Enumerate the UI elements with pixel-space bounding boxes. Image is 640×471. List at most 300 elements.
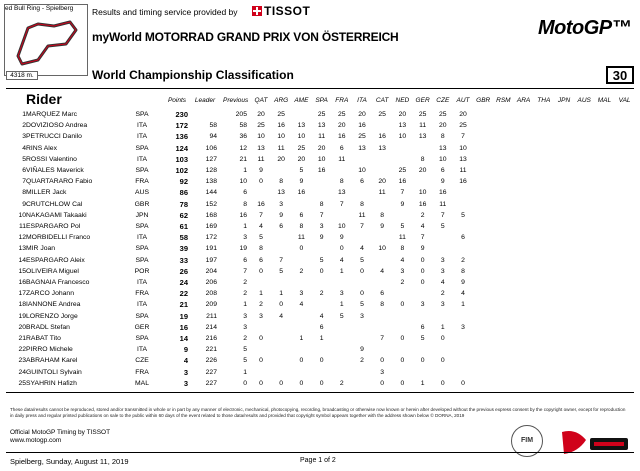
race-header-mal: MAL <box>597 97 612 104</box>
race-points-ita: 5 <box>360 301 364 309</box>
service-text: Results and timing service provided by <box>92 7 238 17</box>
column-header-previous: Previous <box>223 97 249 104</box>
gap-to-previous: 12 <box>239 144 247 152</box>
tissot-wordmark: TISSOT <box>264 4 311 18</box>
race-points-spa: 8 <box>319 200 324 208</box>
race-points-cze: 11 <box>439 200 447 208</box>
gap-to-leader: 169 <box>205 223 217 230</box>
rider-position: 17 <box>18 290 26 298</box>
rider-position: 13 <box>18 245 26 253</box>
race-points-ger: 4 <box>420 223 425 230</box>
race-points-cat: 0 <box>380 379 385 387</box>
table-row <box>0 300 640 310</box>
gap-to-leader: 227 <box>205 379 217 387</box>
race-points-ita: 2 <box>360 357 364 365</box>
race-points-ita: 20 <box>358 111 366 118</box>
rider-points: 14 <box>179 334 188 343</box>
rider-name: BAGNAIA Francesco <box>26 279 90 286</box>
race-points-arg: 20 <box>277 155 285 163</box>
race-points-aut: 0 <box>461 379 465 387</box>
race-points-fra: 2 <box>339 379 344 387</box>
race-points-spa: 1 <box>319 335 324 342</box>
race-points-ger: 11 <box>419 122 427 130</box>
gap-to-previous: 1 <box>243 223 247 230</box>
race-points-ita: 0 <box>360 267 364 275</box>
race-points-ame: 8 <box>299 223 304 230</box>
rider-name: MARQUEZ Marc <box>26 111 77 118</box>
race-points-ned: 0 <box>400 357 405 365</box>
race-points-qat: 2 <box>259 301 263 309</box>
race-points-ita: 11 <box>358 211 366 219</box>
rider-name: MILLER Jack <box>26 189 67 197</box>
gap-to-leader: 168 <box>205 211 217 219</box>
rider-points: 24 <box>179 278 188 287</box>
rider-position: 8 <box>22 189 26 197</box>
race-points-fra: 1 <box>339 301 344 309</box>
race-points-fra: 11 <box>338 155 346 163</box>
race-points-arg: 9 <box>279 211 284 219</box>
gap-to-leader: 144 <box>205 189 217 197</box>
race-points-ger: 6 <box>420 323 425 331</box>
race-points-fra: 1 <box>339 267 344 275</box>
page-title: World Championship Classification <box>92 68 294 82</box>
rider-position: 25 <box>18 379 26 387</box>
race-points-fra: 16 <box>338 133 346 141</box>
race-points-fra: 5 <box>339 312 344 320</box>
gap-to-previous: 10 <box>239 178 247 186</box>
race-points-ger: 0 <box>420 279 425 286</box>
race-points-ame: 13 <box>297 122 306 130</box>
gap-to-previous: 58 <box>239 122 247 130</box>
rider-name: MIR Joan <box>26 245 56 253</box>
race-points-ned: 2 <box>400 279 405 286</box>
race-points-aut: 9 <box>461 279 465 286</box>
rider-nation: SPA <box>135 245 149 253</box>
race-points-ned: 0 <box>400 335 405 342</box>
rider-position: 22 <box>18 346 26 354</box>
race-header-cze: CZE <box>436 97 450 104</box>
race-points-ame: 2 <box>299 267 304 275</box>
race-points-cze: 2 <box>440 290 445 298</box>
page-number: Page 1 of 2 <box>300 457 336 464</box>
rider-name: ESPARGARO Pol <box>26 223 81 230</box>
race-header-val: VAL <box>618 97 631 104</box>
race-points-ned: 13 <box>398 122 407 130</box>
race-points-cze: 1 <box>440 323 445 331</box>
rider-points: 9 <box>183 345 188 355</box>
column-header-points: Points <box>167 97 187 104</box>
gap-to-previous: 6 <box>243 256 247 264</box>
race-points-spa: 0 <box>319 357 324 365</box>
rider-nation: POR <box>134 267 150 275</box>
race-header-fra: FRA <box>335 97 349 104</box>
rider-nation: FRA <box>135 178 149 186</box>
race-points-ned: 9 <box>400 200 405 208</box>
race-points-cat: 9 <box>380 223 385 230</box>
race-points-aut: 16 <box>459 178 467 186</box>
race-points-qat: 0 <box>259 379 263 387</box>
rider-position: 15 <box>18 267 26 275</box>
table-divider <box>6 392 634 393</box>
rider-nation: SPA <box>135 167 149 174</box>
race-points-cat: 25 <box>378 111 386 118</box>
race-points-arg: 0 <box>279 379 284 387</box>
table-row <box>0 233 640 243</box>
rider-position: 16 <box>18 279 26 286</box>
race-points-cze: 4 <box>440 279 445 286</box>
gap-to-previous: 5 <box>243 357 247 365</box>
rider-position: 7 <box>22 178 26 186</box>
race-points-fra: 6 <box>339 144 344 152</box>
gap-to-previous: 1 <box>243 301 247 309</box>
gap-to-leader: 211 <box>206 312 217 320</box>
race-points-spa: 9 <box>319 234 324 242</box>
header-divider <box>6 88 634 89</box>
race-points-cat: 6 <box>380 290 385 298</box>
race-points-ame: 4 <box>299 301 304 309</box>
race-header-cat: CAT <box>375 97 389 104</box>
race-points-cze: 0 <box>440 357 445 365</box>
rider-points: 92 <box>179 177 188 187</box>
race-points-qat: 25 <box>257 122 265 130</box>
race-points-cat: 16 <box>378 133 386 141</box>
rider-nation: SPA <box>135 312 149 320</box>
rider-position: 11 <box>18 223 26 230</box>
race-points-ger: 9 <box>420 245 425 253</box>
gap-to-previous: 8 <box>243 200 247 208</box>
rider-position: 20 <box>18 323 26 331</box>
race-points-arg: 4 <box>279 312 284 320</box>
race-points-aut: 6 <box>461 234 465 242</box>
race-points-spa: 6 <box>319 323 324 331</box>
race-points-ned: 5 <box>400 223 405 230</box>
race-points-fra: 4 <box>339 256 344 264</box>
website-link[interactable]: www.motogp.com <box>10 437 62 444</box>
rider-points: 172 <box>175 121 188 131</box>
round-number: 30 <box>606 66 634 84</box>
race-points-ger: 0 <box>420 267 425 275</box>
race-points-spa: 7 <box>319 211 324 219</box>
rider-position: 19 <box>18 312 26 320</box>
rider-name: ESPARGARO Aleix <box>26 256 85 264</box>
race-points-ned: 0 <box>400 301 405 309</box>
rider-nation: FRA <box>135 368 149 376</box>
race-points-qat: 0 <box>259 335 263 342</box>
rider-nation: SPA <box>135 111 149 118</box>
rider-name: NAKAGAMI Takaaki <box>26 211 87 219</box>
race-points-ita: 7 <box>360 223 364 230</box>
gap-to-previous: 5 <box>243 346 247 354</box>
rider-nation: SPA <box>135 223 149 230</box>
race-points-arg: 13 <box>277 189 285 197</box>
race-points-ita: 8 <box>360 200 364 208</box>
race-points-aut: 25 <box>459 122 467 130</box>
rider-nation: FRA <box>135 290 149 298</box>
race-points-cat: 13 <box>378 144 386 152</box>
rider-position: 3 <box>22 133 26 141</box>
race-points-spa: 25 <box>317 111 326 118</box>
race-points-ita: 6 <box>360 178 364 186</box>
race-points-ame: 25 <box>297 144 306 152</box>
rider-points: 136 <box>175 132 188 142</box>
race-points-ger: 5 <box>420 335 425 342</box>
race-points-cze: 13 <box>439 144 447 152</box>
race-points-ita: 5 <box>360 256 364 264</box>
rider-points: 39 <box>179 244 188 254</box>
gap-to-previous: 1 <box>243 167 247 174</box>
race-header-ame: AME <box>294 97 309 104</box>
race-points-qat: 0 <box>259 178 263 186</box>
rider-nation: ITA <box>136 301 148 309</box>
race-points-cze: 7 <box>440 211 445 219</box>
race-points-ita: 0 <box>360 290 364 298</box>
rider-nation: CZE <box>135 357 149 365</box>
copyright-disclaimer: These data/results cannot be reproduced, stored and/or transmitted in whole or in part by any manner of electronic, mechanical, photocopying, recording, broadcasting or otherwise now known or herein after developed without the previous express consent by the copyright owner, except for reproduction in daily press and regular printed publications on sale to the public within 60 days of the event related to those data/results and provided that copyright symbol appears together with the address shown below © DORNA, 2019 <box>10 407 626 418</box>
race-points-ame: 20 <box>297 155 306 163</box>
table-row <box>0 200 640 210</box>
race-points-cat: 8 <box>380 301 385 309</box>
race-points-ned: 4 <box>400 256 405 264</box>
table-row <box>0 323 640 333</box>
race-points-qat: 13 <box>257 144 265 152</box>
race-points-spa: 5 <box>319 256 324 264</box>
rider-points: 86 <box>179 188 188 198</box>
race-points-arg: 10 <box>277 133 285 141</box>
gap-to-previous: 21 <box>239 155 247 163</box>
gap-to-previous: 205 <box>235 111 247 118</box>
gap-to-leader: 191 <box>205 245 217 253</box>
race-points-cze: 9 <box>440 178 445 186</box>
gap-to-previous: 2 <box>243 335 247 342</box>
race-header-spa: SPA <box>315 97 328 104</box>
race-header-rsm: RSM <box>496 97 511 104</box>
race-points-spa: 3 <box>319 223 324 230</box>
rider-position: 6 <box>22 167 26 174</box>
gap-to-leader: 106 <box>205 144 217 152</box>
table-row <box>0 188 640 198</box>
race-points-arg: 6 <box>279 223 284 230</box>
race-points-spa: 20 <box>317 144 326 152</box>
fim-logo: FIM <box>511 425 543 457</box>
race-header-ned: NED <box>395 97 410 104</box>
gap-to-previous: 2 <box>243 279 247 286</box>
race-points-ame: 3 <box>299 290 304 298</box>
table-row <box>0 166 640 176</box>
race-header-jpn: JPN <box>557 97 571 104</box>
rider-points: 21 <box>179 300 188 310</box>
rider-nation: GBR <box>134 200 150 208</box>
gap-to-leader: 221 <box>205 346 217 354</box>
race-header-gbr: GBR <box>476 97 491 104</box>
gap-to-leader: 58 <box>209 122 217 130</box>
rider-points: 3 <box>183 378 188 388</box>
race-points-ned: 11 <box>398 234 406 242</box>
gap-to-leader: 226 <box>205 357 217 365</box>
rider-position: 12 <box>18 234 26 242</box>
race-points-fra: 25 <box>338 111 346 118</box>
gap-to-leader: 197 <box>205 256 217 264</box>
event-title: myWorld MOTORRAD GRAND PRIX VON ÖSTERREICH <box>92 30 399 44</box>
race-points-aut: 2 <box>461 256 465 264</box>
gap-to-leader: 94 <box>209 133 217 141</box>
race-points-qat: 7 <box>259 211 263 219</box>
rider-name: ZARCO Johann <box>26 290 74 298</box>
rider-points: 62 <box>179 210 188 220</box>
race-points-qat: 10 <box>257 133 265 141</box>
race-points-ame: 0 <box>299 357 304 365</box>
race-points-arg: 0 <box>279 301 284 309</box>
table-row <box>0 177 640 187</box>
gap-to-previous: 6 <box>243 189 247 197</box>
race-points-aut: 1 <box>461 301 465 309</box>
race-points-fra: 13 <box>338 189 346 197</box>
race-points-cat: 0 <box>380 357 385 365</box>
table-row <box>0 289 640 299</box>
race-points-cze: 8 <box>440 133 445 141</box>
rider-points: 78 <box>179 199 188 209</box>
gap-to-previous: 36 <box>239 133 247 141</box>
gap-to-leader: 138 <box>205 178 217 186</box>
rider-nation: JPN <box>135 211 149 219</box>
rider-nation: ITA <box>136 346 148 354</box>
race-points-cat: 8 <box>380 211 385 219</box>
rider-name: RABAT Tito <box>26 335 61 342</box>
race-points-spa: 4 <box>319 312 324 320</box>
table-row <box>0 256 640 266</box>
race-points-ita: 25 <box>358 133 366 141</box>
race-points-arg: 5 <box>279 267 284 275</box>
gap-to-previous: 3 <box>243 323 247 331</box>
race-points-aut: 10 <box>459 144 467 152</box>
race-points-qat: 6 <box>259 256 263 264</box>
gap-to-leader: 128 <box>205 167 217 174</box>
rider-nation: ITA <box>136 155 148 163</box>
footer-divider <box>6 452 634 453</box>
race-points-cze: 0 <box>440 379 445 387</box>
race-points-ame: 11 <box>297 234 305 242</box>
rider-points: 33 <box>179 255 188 265</box>
gap-to-previous: 0 <box>243 379 247 387</box>
rider-name: GUINTOLI Sylvain <box>26 368 82 376</box>
race-points-ned: 10 <box>398 133 407 141</box>
race-points-ame: 16 <box>297 189 306 197</box>
gap-to-previous: 3 <box>243 234 247 242</box>
race-points-ned: 7 <box>400 189 405 197</box>
rider-column-header: Rider <box>26 91 62 107</box>
race-points-fra: 0 <box>339 245 344 253</box>
race-points-cze: 25 <box>439 111 447 118</box>
race-points-ame: 6 <box>299 211 304 219</box>
track-name: ed Bull Ring - Spielberg <box>5 5 74 12</box>
race-points-ned: 25 <box>398 167 407 174</box>
gap-to-leader: 214 <box>205 323 217 331</box>
rider-position: 14 <box>18 256 26 264</box>
race-points-aut: 7 <box>461 133 465 141</box>
table-row <box>0 379 640 389</box>
race-points-ger: 3 <box>420 301 425 309</box>
race-points-fra: 10 <box>338 223 346 230</box>
table-row <box>0 278 640 288</box>
race-points-cze: 3 <box>440 267 445 275</box>
rider-name: ROSSI Valentino <box>26 155 77 163</box>
race-points-ned: 20 <box>398 111 407 118</box>
race-points-fra: 8 <box>339 178 344 186</box>
race-points-ame: 1 <box>299 335 304 342</box>
race-points-ned: 16 <box>398 178 407 186</box>
rider-name: ABRAHAM Karel <box>26 357 78 365</box>
table-row <box>0 356 640 366</box>
track-length: 4318 m. <box>6 71 38 80</box>
table-row <box>0 121 640 131</box>
race-points-ger: 0 <box>420 256 425 264</box>
race-points-arg: 25 <box>277 111 285 118</box>
race-points-ned: 3 <box>400 267 405 275</box>
race-points-spa: 0 <box>319 379 324 387</box>
race-points-ita: 9 <box>360 346 364 354</box>
rider-nation: SPA <box>135 256 149 264</box>
race-points-ita: 10 <box>358 167 366 174</box>
rider-nation: ITA <box>136 122 148 130</box>
race-points-ger: 7 <box>420 234 425 242</box>
race-points-arg: 8 <box>279 178 284 186</box>
race-points-arg: 7 <box>279 256 284 264</box>
rider-position: 21 <box>18 335 26 342</box>
race-points-cze: 10 <box>439 155 447 163</box>
race-points-ita: 16 <box>358 122 366 130</box>
table-row <box>0 368 640 378</box>
race-points-spa: 0 <box>319 267 324 275</box>
table-row <box>0 222 640 232</box>
race-points-cze: 20 <box>439 122 447 130</box>
race-header-ara: ARA <box>516 97 531 104</box>
table-row <box>0 345 640 355</box>
race-points-qat: 8 <box>259 245 263 253</box>
motogp-bottom-logo <box>556 426 630 458</box>
rider-points: 4 <box>183 356 188 366</box>
race-points-qat: 0 <box>259 357 263 365</box>
rider-nation: SPA <box>135 335 149 342</box>
race-points-ame: 10 <box>297 133 306 141</box>
gap-to-previous: 2 <box>243 290 247 298</box>
race-points-aut: 5 <box>461 211 465 219</box>
gap-to-previous: 19 <box>239 245 247 253</box>
race-points-arg: 16 <box>277 122 285 130</box>
rider-points: 102 <box>175 166 188 175</box>
race-points-ned: 8 <box>400 245 405 253</box>
race-points-ger: 8 <box>420 155 425 163</box>
race-points-ita: 13 <box>358 144 366 152</box>
rider-points: 19 <box>179 311 188 321</box>
table-row <box>0 132 640 142</box>
gap-to-leader: 172 <box>205 234 217 242</box>
race-points-arg: 1 <box>279 290 284 298</box>
rider-points: 22 <box>179 289 188 299</box>
table-row <box>0 244 640 254</box>
rider-position: 23 <box>18 357 26 365</box>
rider-name: QUARTARARO Fabio <box>26 178 93 186</box>
race-points-qat: 0 <box>259 267 263 275</box>
table-row <box>0 155 640 165</box>
rider-position: 2 <box>22 122 26 130</box>
rider-name: LORENZO Jorge <box>26 312 78 320</box>
race-points-fra: 9 <box>339 234 344 242</box>
rider-nation: ITA <box>136 234 148 242</box>
race-points-ger: 25 <box>418 111 427 118</box>
race-points-aut: 20 <box>459 111 467 118</box>
rider-name: RINS Alex <box>26 144 57 152</box>
race-header-aut: AUT <box>456 97 470 104</box>
race-points-ger: 20 <box>418 167 427 174</box>
